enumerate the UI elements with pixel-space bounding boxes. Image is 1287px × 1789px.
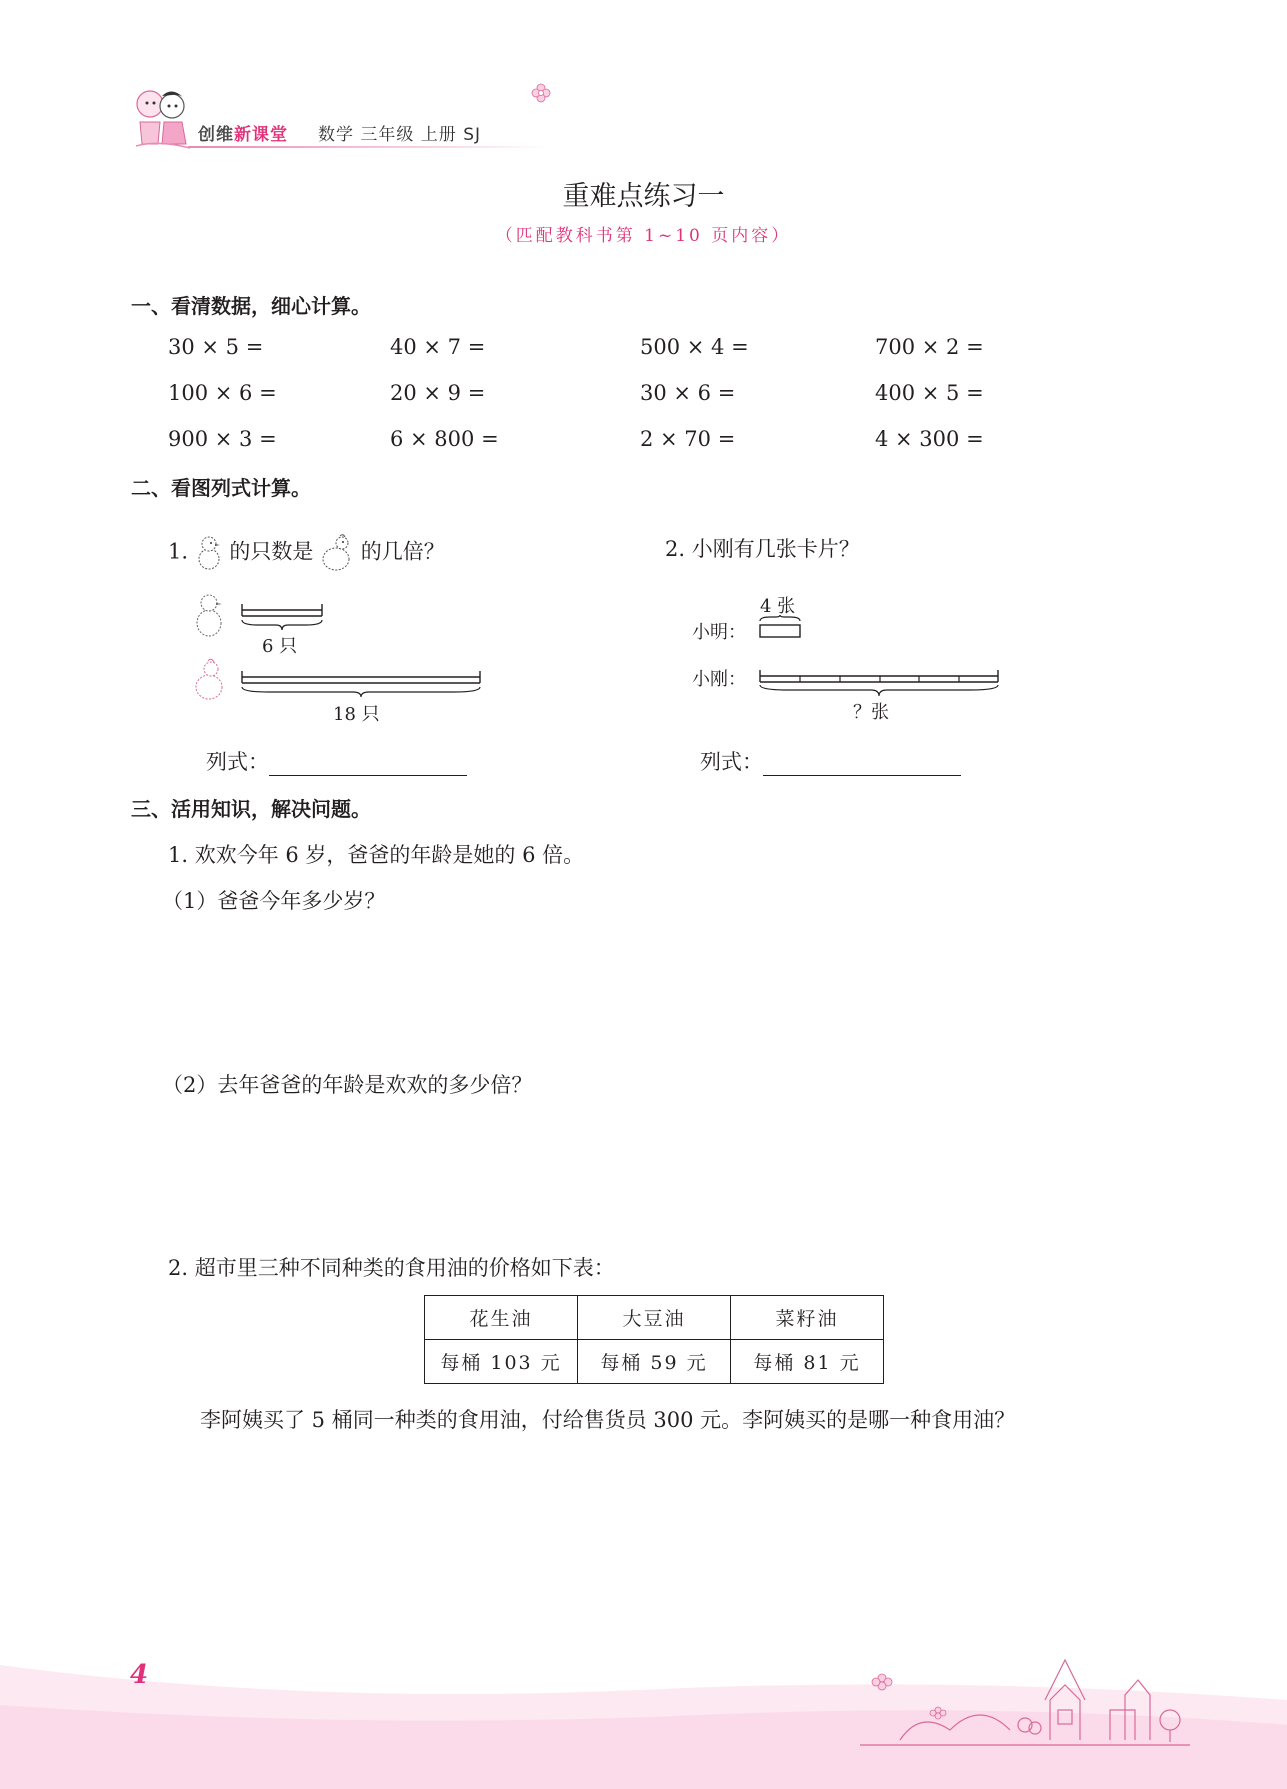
table-header-row — [425, 1296, 884, 1340]
apply-question-1b: （2）去年爸爸的年龄是欢欢的多少倍？ — [162, 1073, 533, 1097]
calc-item: 2 × 70 = — [640, 427, 736, 451]
calc-item: 900 × 3 = — [168, 427, 277, 451]
hen-count-label: 18 只 — [333, 704, 380, 725]
apply-question-1: 1. 欢欢今年 6 岁，爸爸的年龄是她的 6 倍。 — [168, 843, 585, 867]
calc-item: 500 × 4 = — [640, 335, 749, 359]
hen-icon — [320, 533, 354, 573]
oil-price-table — [424, 1295, 884, 1384]
section-3-heading: 三、活用知识，解决问题。 — [131, 797, 371, 821]
calc-item: 4 × 300 = — [875, 427, 984, 451]
calc-item: 30 × 6 = — [640, 381, 736, 405]
apply-question-2-text: 李阿姨买了 5 桶同一种类的食用油，付给售货员 300 元。李阿姨买的是哪一种食用油？ — [200, 1408, 1016, 1432]
calc-item: 40 × 7 = — [390, 335, 486, 359]
page-header — [128, 82, 548, 152]
page-number: 4 — [130, 1660, 149, 1690]
hen-small-icon — [192, 657, 226, 703]
chick-count-label: 6 只 — [262, 636, 298, 657]
calc-item: 6 × 800 = — [390, 427, 499, 451]
pic-question-1: 1. 的只数是 的几倍？ — [168, 533, 445, 573]
page-subtitle: （匹配教科书第 1~10 页内容） — [495, 226, 792, 246]
book-subject: 数学 三年级 上册 SJ — [318, 125, 482, 145]
xiaoming-count-label: 4 张 — [760, 596, 796, 617]
section-2-heading: 二、看图列式计算。 — [131, 476, 311, 500]
answer-blank-1[interactable] — [269, 754, 467, 776]
xiaoming-bar — [758, 615, 802, 645]
chick-icon — [195, 534, 223, 572]
flower-icon — [530, 82, 552, 104]
answer-blank-2[interactable] — [763, 754, 961, 776]
chick-small-icon — [192, 590, 226, 640]
brand-name: 创维新课堂 — [198, 125, 288, 145]
calc-item: 400 × 5 = — [875, 381, 984, 405]
table-row — [425, 1340, 884, 1384]
table-cell: 每桶 103 元 — [425, 1340, 578, 1384]
xiaogang-label: 小刚： — [692, 669, 746, 690]
xiaogang-unknown-label: ？张 — [853, 702, 889, 723]
table-header-cell: 大豆油 — [578, 1296, 731, 1340]
header-divider — [188, 146, 548, 148]
calc-item: 20 × 9 = — [390, 381, 486, 405]
calc-item: 100 × 6 = — [168, 381, 277, 405]
pic-question-2: 2. 小刚有几张卡片？ — [665, 537, 860, 561]
formula-1: 列式： — [206, 746, 467, 776]
calc-item: 700 × 2 = — [875, 335, 984, 359]
section-1-heading: 一、看清数据，细心计算。 — [131, 294, 371, 318]
table-header-cell: 菜籽油 — [731, 1296, 884, 1340]
calc-item: 30 × 5 = — [168, 335, 264, 359]
page-title: 重难点练习一 — [562, 181, 725, 212]
xiaoming-label: 小明： — [692, 622, 746, 643]
table-cell: 每桶 59 元 — [578, 1340, 731, 1384]
apply-question-1a: （1）爸爸今年多少岁？ — [162, 889, 386, 913]
cartoon-kids-logo-icon — [128, 82, 198, 152]
castle-town-icon — [860, 1640, 1190, 1750]
table-header-cell: 花生油 — [425, 1296, 578, 1340]
xiaogang-bar — [758, 668, 1002, 702]
apply-question-2: 2. 超市里三种不同种类的食用油的价格如下表： — [168, 1256, 615, 1280]
table-cell: 每桶 81 元 — [731, 1340, 884, 1384]
formula-2: 列式： — [700, 746, 961, 776]
